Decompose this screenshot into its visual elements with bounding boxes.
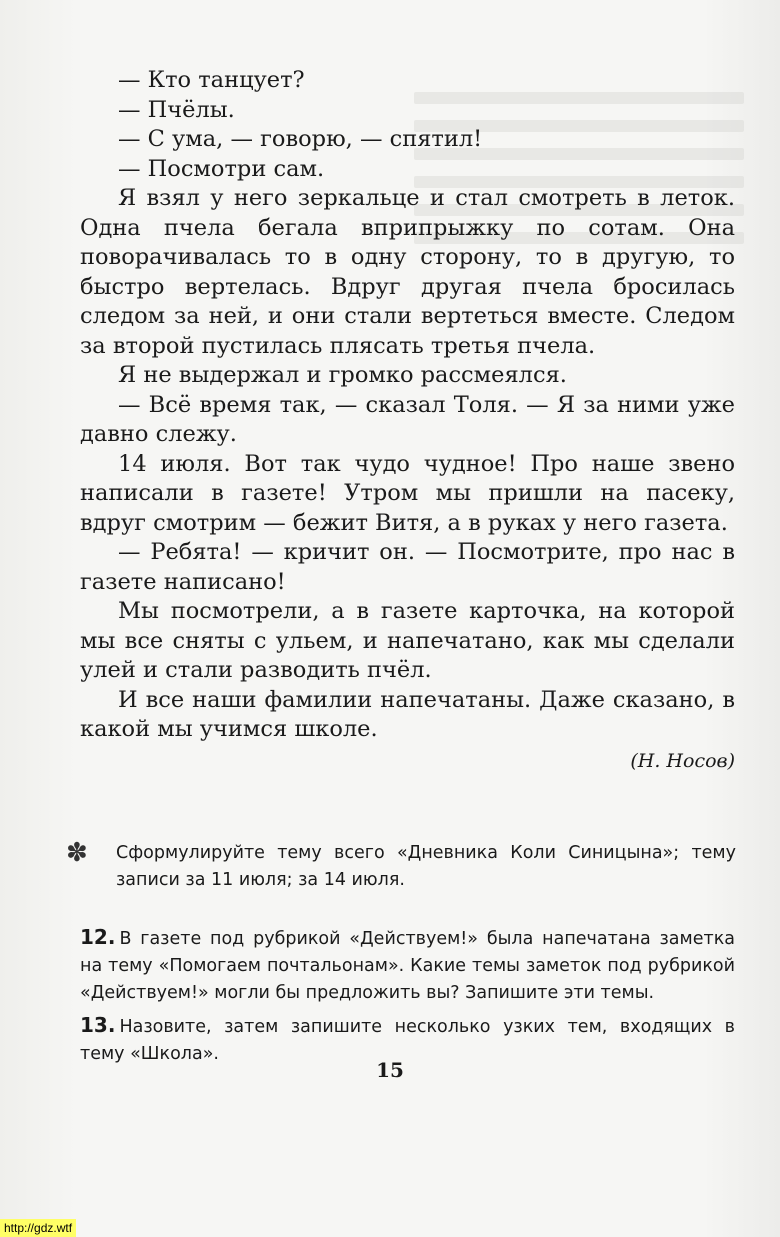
task-note-text: Сформулируйте тему всего «Дневника Коли Синицына»; тему записи за 11 июля; за 14 июля. [116,843,736,890]
watermark-link[interactable]: http://gdz.wtf [0,1219,76,1237]
story-paragraph: — Ребята! — кричит он. — Посмотрите, про нас в газете написано! [80,539,735,595]
story-paragraph: Мы посмотрели, а в газете карточка, на которой мы все сняты с ульем, и напечатано, как мы сделали улей и стали разводить пчёл. [80,598,735,683]
task-text: Назовите, затем запишите несколько узких тем, входящих в тему «Школа». [80,1017,735,1064]
task-number: 12. [80,925,116,949]
task-text: В газете под рубрикой «Действуем!» была напечатана заметка на тему «Помогаем почтальонам». Какие темы заметок под рубрикой «Действуем!» могли бы предложить вы? Запишите эти темы. [80,929,735,1003]
story-paragraph: — Всё время так, — сказал Толя. — Я за ними уже давно слежу. [80,391,735,447]
story-paragraph: Я не выдержал и громко рассмеялся. [118,362,567,388]
story-paragraph: — С ума, — говорю, — спятил! [118,126,483,152]
task-note [116,840,736,894]
story-paragraph: И все наши фамилии напечатаны. Даже сказано, в какой мы учимся школе. [80,686,735,742]
story-paragraph: — Кто танцует? [118,67,305,93]
story-text [80,66,735,776]
page-number: 15 [376,1058,404,1082]
task-number: 13. [80,1013,116,1037]
flower-icon: ✽ [66,838,88,868]
task-12 [80,924,735,1007]
story-paragraph: — Посмотри сам. [118,155,325,182]
story-paragraph: 14 июля. Вот так чудо чудное! Про наше звено написали в газете! Утром мы пришли на пасеку, вдруг смотрим — бежит Витя, а в руках у него газета. [80,450,735,536]
story-paragraph: — Пчёлы. [118,96,235,123]
story-author: (Н. Носов) [630,749,735,772]
story-paragraph: Я взял у него зеркальце и стал смотреть в леток. Одна пчела бегала вприпрыжку по сотам. Она поворачивалась то в одну сторону, то в другую, то быстро вертелась. Вдруг другая пчела бросилась следом за ней, и они стали вертеться вместе. Следом за второй пустилась плясать третья пчела. [80,185,735,359]
